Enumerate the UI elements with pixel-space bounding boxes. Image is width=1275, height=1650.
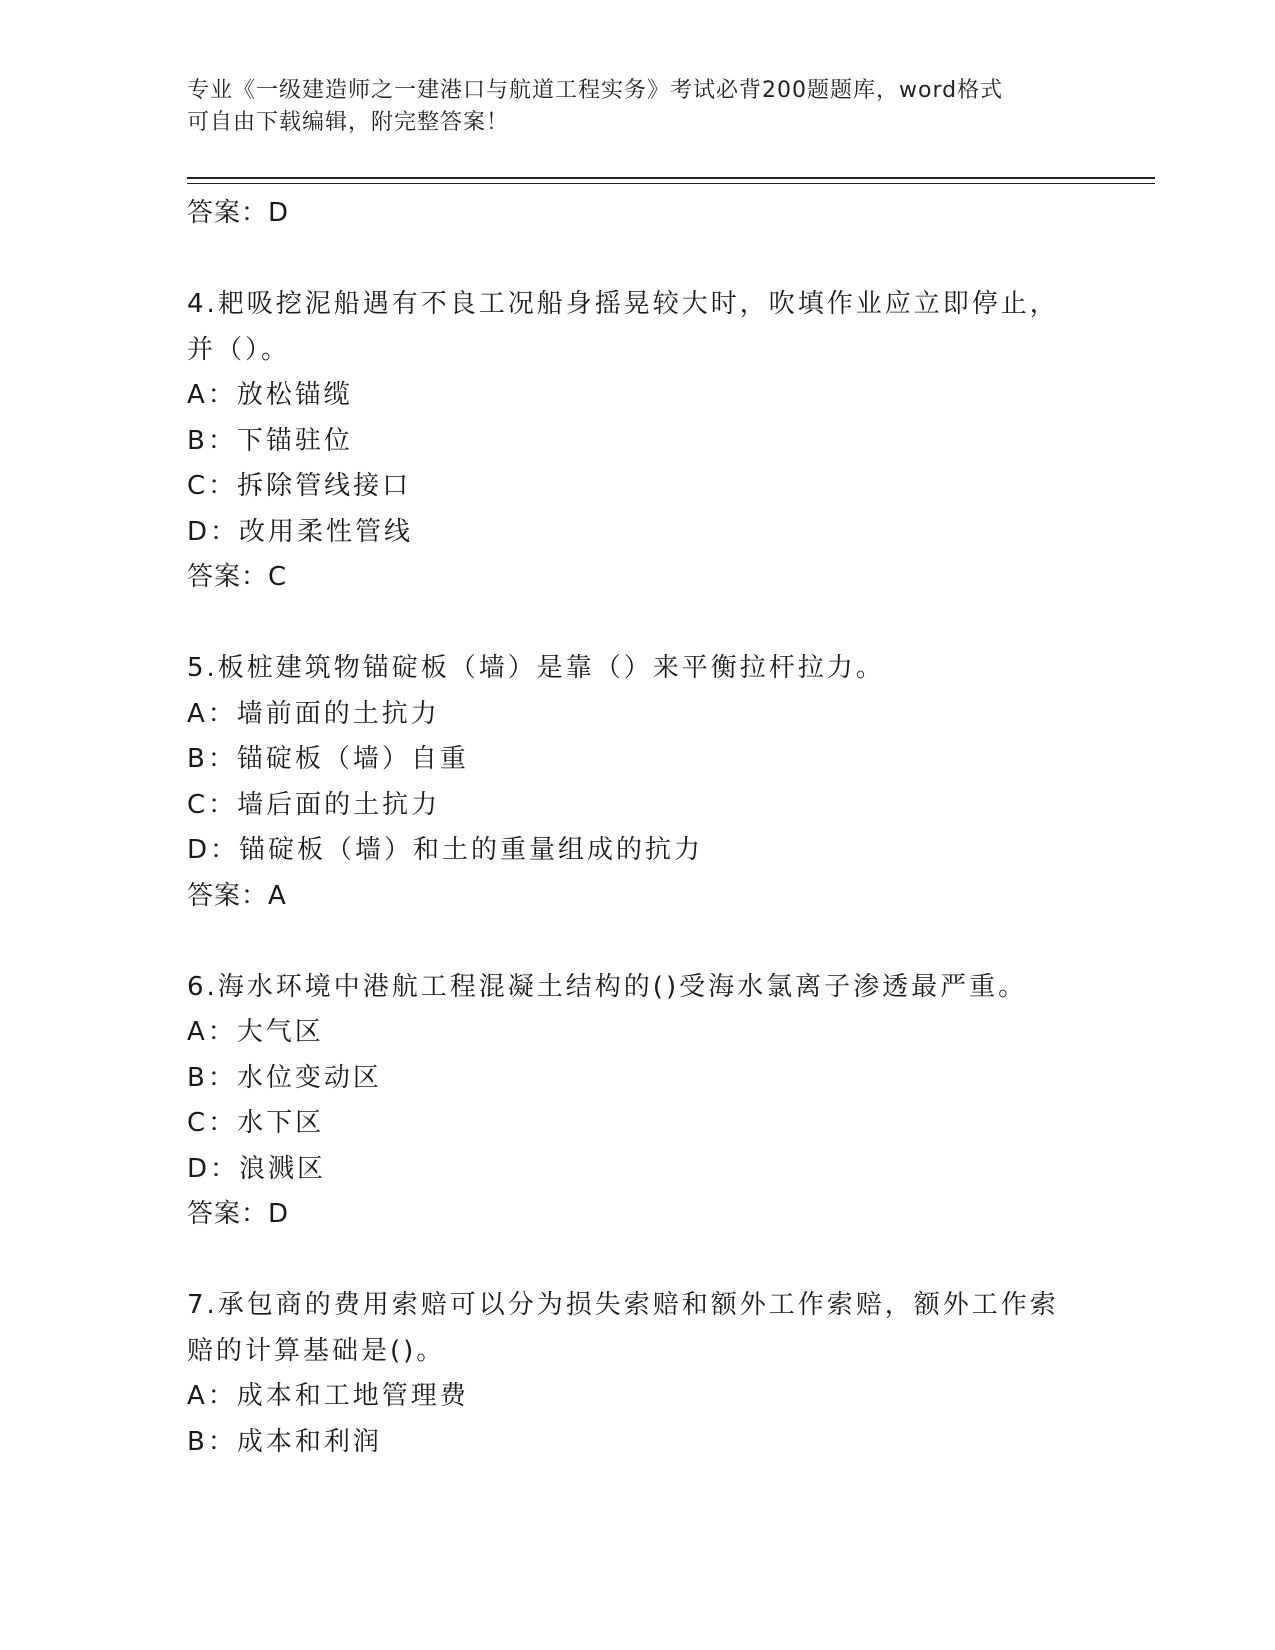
question-4-stem-cont: 并（）。	[187, 334, 291, 365]
question-7-stem: 7.承包商的费用索赔可以分为损失索赔和额外工作索赔，额外工作索	[187, 1290, 1059, 1320]
answer-q3: 答案：D	[187, 198, 290, 228]
question-5-option-c: C：墙后面的土抗力	[187, 789, 441, 820]
question-list	[187, 191, 1087, 1465]
question-6-option-c: C：水下区	[187, 1108, 325, 1138]
header-rule-thin	[187, 183, 1155, 184]
spacer	[187, 919, 1087, 965]
answer-q4: 答案：C	[187, 562, 288, 592]
question-7-stem-cont: 赔的计算基础是()。	[187, 1335, 446, 1366]
spacer	[187, 601, 1087, 647]
question-4-option-c: C：拆除管线接口	[187, 471, 412, 501]
header-title-line-1: 专业《一级建造师之一建港口与航道工程实务》考试必背200题题库，word格式	[187, 78, 1004, 103]
question-6-option-b: B：水位变动区	[187, 1062, 382, 1093]
question-5-option-b: B：锚碇板（墙）自重	[187, 744, 469, 774]
answer-q5: 答案：A	[187, 880, 287, 911]
question-5-option-d: D：锚碇板（墙）和土的重量组成的抗力	[187, 835, 704, 865]
question-5-stem: 5.板桩建筑物锚碇板（墙）是靠（）来平衡拉杆拉力。	[187, 653, 885, 683]
question-4-stem: 4.耙吸挖泥船遇有不良工况船身摇晃较大时，吹填作业应立即停止，	[187, 289, 1059, 319]
question-6-stem: 6.海水环境中港航工程混凝土结构的()受海水氯离子渗透最严重。	[187, 971, 1028, 1002]
question-4-option-d: D：改用柔性管线	[187, 516, 414, 547]
document-header	[187, 75, 1087, 139]
answer-q6: 答案：D	[187, 1199, 290, 1229]
spacer	[187, 237, 1087, 283]
question-6-option-a: A：大气区	[187, 1017, 324, 1047]
question-4-option-b: B：下锚驻位	[187, 425, 353, 456]
question-7-option-b: B：成本和利润	[187, 1426, 382, 1457]
header-title-line-2: 可自由下载编辑，附完整答案！	[187, 110, 510, 135]
header-rule-thick	[187, 177, 1155, 179]
spacer	[187, 1238, 1087, 1284]
question-4-option-a: A：放松锚缆	[187, 380, 353, 410]
question-5-option-a: A：墙前面的土抗力	[187, 698, 440, 729]
question-6-option-d: D：浪溅区	[187, 1153, 327, 1184]
question-7-option-a: A：成本和工地管理费	[187, 1381, 469, 1411]
